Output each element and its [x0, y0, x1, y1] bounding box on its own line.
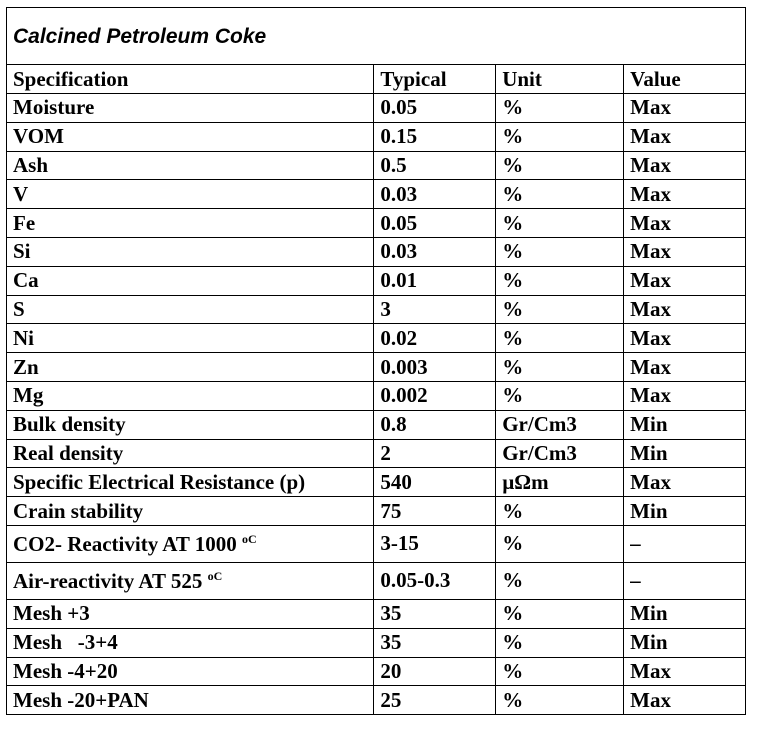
spec-cell	[7, 562, 374, 599]
table-row	[7, 209, 746, 238]
typical-cell: 0.03	[374, 237, 496, 266]
spec-cell	[7, 468, 374, 497]
spec-name: Ca	[13, 268, 39, 293]
table-row	[7, 562, 746, 599]
spec-table	[6, 7, 746, 715]
spec-cell	[7, 628, 374, 657]
title-row	[7, 8, 746, 65]
header-value: Value	[624, 65, 746, 94]
spec-cell	[7, 353, 374, 382]
typical-cell: 0.03	[374, 180, 496, 209]
spec-superscript: oC	[207, 568, 223, 583]
spec-cell	[7, 94, 374, 123]
spec-name: Mg	[13, 383, 44, 408]
spec-cell	[7, 180, 374, 209]
typical-cell: 0.02	[374, 324, 496, 353]
spec-name: Real density	[13, 440, 124, 465]
unit-cell: %	[496, 122, 624, 151]
spec-cell	[7, 439, 374, 468]
value-cell: Max	[624, 295, 746, 324]
value-cell: Min	[624, 410, 746, 439]
spec-cell	[7, 266, 374, 295]
unit-cell: %	[496, 353, 624, 382]
value-cell: Max	[624, 468, 746, 497]
table-row	[7, 439, 746, 468]
spec-cell	[7, 599, 374, 628]
unit-cell: %	[496, 497, 624, 526]
unit-cell: µΩm	[496, 468, 624, 497]
spec-cell	[7, 151, 374, 180]
value-cell: Max	[624, 381, 746, 410]
table-row	[7, 180, 746, 209]
unit-cell: %	[496, 180, 624, 209]
typical-cell: 3	[374, 295, 496, 324]
value-cell: Max	[624, 657, 746, 686]
spec-name: VOM	[13, 124, 64, 149]
value-cell: Max	[624, 94, 746, 123]
unit-cell: %	[496, 686, 624, 715]
value-cell: –	[624, 562, 746, 599]
spec-superscript: oC	[242, 531, 257, 546]
typical-cell: 0.05-0.3	[374, 562, 496, 599]
unit-cell: %	[496, 266, 624, 295]
value-cell: Max	[624, 686, 746, 715]
spec-cell	[7, 381, 374, 410]
spec-name: V	[13, 181, 29, 206]
spec-cell	[7, 324, 374, 353]
header-specification: Specification	[7, 65, 374, 94]
value-cell: Max	[624, 266, 746, 295]
header-unit: Unit	[496, 65, 624, 94]
unit-cell: %	[496, 599, 624, 628]
value-cell: Max	[624, 209, 746, 238]
spec-name: Air-reactivity AT 525	[13, 568, 203, 593]
spec-name: Ni	[13, 325, 34, 350]
spec-name: S	[13, 296, 25, 321]
header-row	[7, 65, 746, 94]
typical-cell: 0.002	[374, 381, 496, 410]
typical-cell: 0.003	[374, 353, 496, 382]
table-row	[7, 381, 746, 410]
table-row	[7, 353, 746, 382]
unit-cell: %	[496, 525, 624, 562]
unit-cell: %	[496, 381, 624, 410]
spec-name: Zn	[13, 354, 39, 379]
spec-cell	[7, 295, 374, 324]
typical-cell: 0.15	[374, 122, 496, 151]
value-cell: Min	[624, 497, 746, 526]
table-row	[7, 122, 746, 151]
spec-name: Mesh -4+20	[13, 658, 118, 683]
spec-name: Specific Electrical Resistance (p)	[13, 469, 306, 494]
table-row	[7, 266, 746, 295]
value-cell: Max	[624, 122, 746, 151]
spec-name: Ash	[13, 152, 49, 177]
value-cell: Max	[624, 353, 746, 382]
table-row	[7, 237, 746, 266]
table-row	[7, 657, 746, 686]
typical-cell: 20	[374, 657, 496, 686]
typical-cell: 0.05	[374, 209, 496, 238]
spec-name: Fe	[13, 210, 36, 235]
spec-cell	[7, 686, 374, 715]
table-row	[7, 468, 746, 497]
value-cell: Max	[624, 237, 746, 266]
spec-name: Si	[13, 239, 31, 264]
spec-name: Bulk density	[13, 412, 126, 437]
typical-cell: 0.05	[374, 94, 496, 123]
typical-cell: 0.8	[374, 410, 496, 439]
spec-name: Crain stability	[13, 498, 144, 523]
table-row	[7, 599, 746, 628]
spec-cell	[7, 525, 374, 562]
unit-cell: %	[496, 562, 624, 599]
spec-cell	[7, 209, 374, 238]
typical-cell: 3-15	[374, 525, 496, 562]
unit-cell: %	[496, 657, 624, 686]
typical-cell: 540	[374, 468, 496, 497]
unit-cell: %	[496, 295, 624, 324]
spec-name: Moisture	[13, 95, 95, 120]
table-row	[7, 151, 746, 180]
typical-cell: 25	[374, 686, 496, 715]
table-row	[7, 324, 746, 353]
table-title: Calcined Petroleum Coke	[7, 8, 746, 65]
table-row	[7, 94, 746, 123]
spec-cell	[7, 497, 374, 526]
typical-cell: 35	[374, 628, 496, 657]
typical-cell: 2	[374, 439, 496, 468]
unit-cell: Gr/Cm3	[496, 410, 624, 439]
typical-cell: 0.5	[374, 151, 496, 180]
spec-cell	[7, 410, 374, 439]
spec-cell	[7, 122, 374, 151]
unit-cell: %	[496, 324, 624, 353]
table-row	[7, 410, 746, 439]
unit-cell: %	[496, 628, 624, 657]
spec-name: Mesh +3	[13, 601, 90, 626]
typical-cell: 35	[374, 599, 496, 628]
spec-name: CO2- Reactivity AT 1000	[13, 531, 237, 556]
unit-cell: Gr/Cm3	[496, 439, 624, 468]
typical-cell: 75	[374, 497, 496, 526]
spec-name: Mesh -3+4	[13, 630, 118, 655]
table-row	[7, 686, 746, 715]
spec-cell	[7, 237, 374, 266]
value-cell: Max	[624, 324, 746, 353]
value-cell: Max	[624, 151, 746, 180]
value-cell: Min	[624, 599, 746, 628]
unit-cell: %	[496, 151, 624, 180]
unit-cell: %	[496, 94, 624, 123]
spec-cell	[7, 657, 374, 686]
value-cell: Max	[624, 180, 746, 209]
value-cell: –	[624, 525, 746, 562]
spec-name: Mesh -20+PAN	[13, 687, 149, 712]
unit-cell: %	[496, 237, 624, 266]
typical-cell: 0.01	[374, 266, 496, 295]
header-typical: Typical	[374, 65, 496, 94]
value-cell: Min	[624, 439, 746, 468]
spec-sheet	[6, 7, 746, 715]
value-cell: Min	[624, 628, 746, 657]
table-row	[7, 295, 746, 324]
unit-cell: %	[496, 209, 624, 238]
table-row	[7, 525, 746, 562]
table-row	[7, 497, 746, 526]
table-row	[7, 628, 746, 657]
